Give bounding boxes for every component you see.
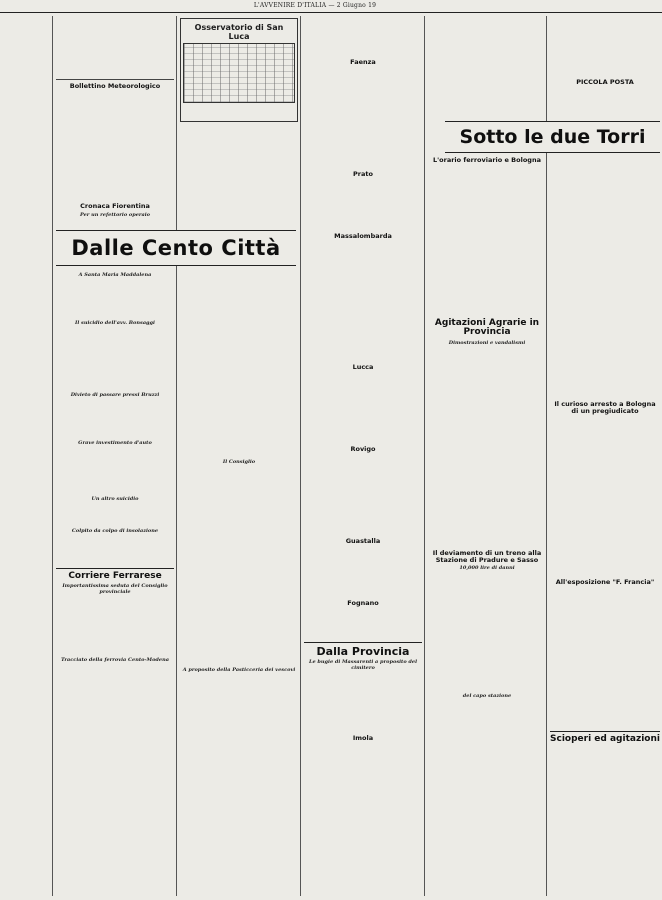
altro-suicidio-title: Un altro suicidio (91, 495, 139, 502)
sotto-le-due-torri-banner: Sotto le due Torri (445, 121, 660, 153)
deviamento-subtitle: 10,000 lire di danni (459, 565, 515, 572)
scioperi-title: Scioperi ed agitazioni (550, 734, 660, 745)
lucca-title: Lucca (352, 363, 374, 372)
osservatorio-chart (183, 43, 295, 103)
corriere-ferrarese-title: Corriere Ferrarese (68, 570, 162, 581)
dalle-cento-citta-banner: Dalle Cento Città (56, 230, 296, 266)
fognano-title: Fognano (347, 598, 379, 607)
running-head-center: L'AVVENIRE D'ITALIA — 2 Giugno 19 (253, 2, 377, 9)
rovigo-title: Rovigo (350, 445, 376, 454)
grave-investimento-title: Grave investimento d'auto (78, 439, 152, 446)
suicidio-title: Il suicidio dell'avv. Bonsaggi (75, 319, 155, 326)
faenza-title: Faenza (350, 58, 376, 66)
deviamento-title: Il deviamento di un treno alla Stazione di Pradure e Sasso (432, 548, 542, 564)
imola-title: Imola (352, 734, 374, 743)
dalla-provincia-title: Dalla Provincia (316, 644, 410, 658)
capo-stazione-title: del capo stazione (462, 693, 512, 700)
refettorio-title: Per un refettorio operaio (79, 211, 151, 218)
column-1 (56, 16, 174, 898)
cronaca-fiorentina-title: Cronaca Fiorentina (80, 201, 150, 210)
osservatorio-table (183, 105, 295, 119)
piccola-posta-title: PICCOLA POSTA (576, 78, 634, 86)
santa-maria-title: A Santa Maria Maddalena (78, 271, 152, 278)
agitazioni-title: Agitazioni Agrarie in Provincia (434, 317, 540, 338)
curioso-arresto-title: Il curioso arresto a Bologna di un pregiudicato (554, 399, 656, 415)
osservatorio-title: Osservatorio di San Luca (194, 23, 284, 41)
importantissima-title: Importantissima seduta del Consiglio provinciale (62, 583, 168, 596)
tracciato-title: Tracciato della ferrovia Cento-Modena (61, 657, 169, 664)
massalombarda-title: Massalombarda (334, 231, 392, 240)
all-esposizione-title: All'esposizione "F. Francia" (555, 578, 655, 587)
prato-title: Prato (353, 169, 373, 178)
column-3 (304, 16, 422, 898)
running-head (0, 0, 662, 13)
divieto-title: Divieto di passare pressi Bruzzi (70, 391, 160, 398)
colpito-title: Colpito da colpo di insolazione (71, 527, 159, 534)
bollettino-title: Bollettino Meteorologico (69, 82, 161, 90)
osservatorio-box (180, 18, 298, 122)
guastalla-title: Guastalla (345, 537, 381, 546)
consiglio-title: Il Consiglio (222, 459, 256, 465)
bugie-title: Le bugie di Massarenti a proposito del cimitero (308, 659, 418, 672)
proposta-title: A proposito della Pasticceria dei vescovi (182, 667, 296, 673)
orario-title: L'orario ferroviario e Bologna (433, 156, 541, 164)
dimostrazioni-title: Dimostrazioni e vandalismi (448, 339, 526, 346)
column-2 (180, 16, 298, 898)
